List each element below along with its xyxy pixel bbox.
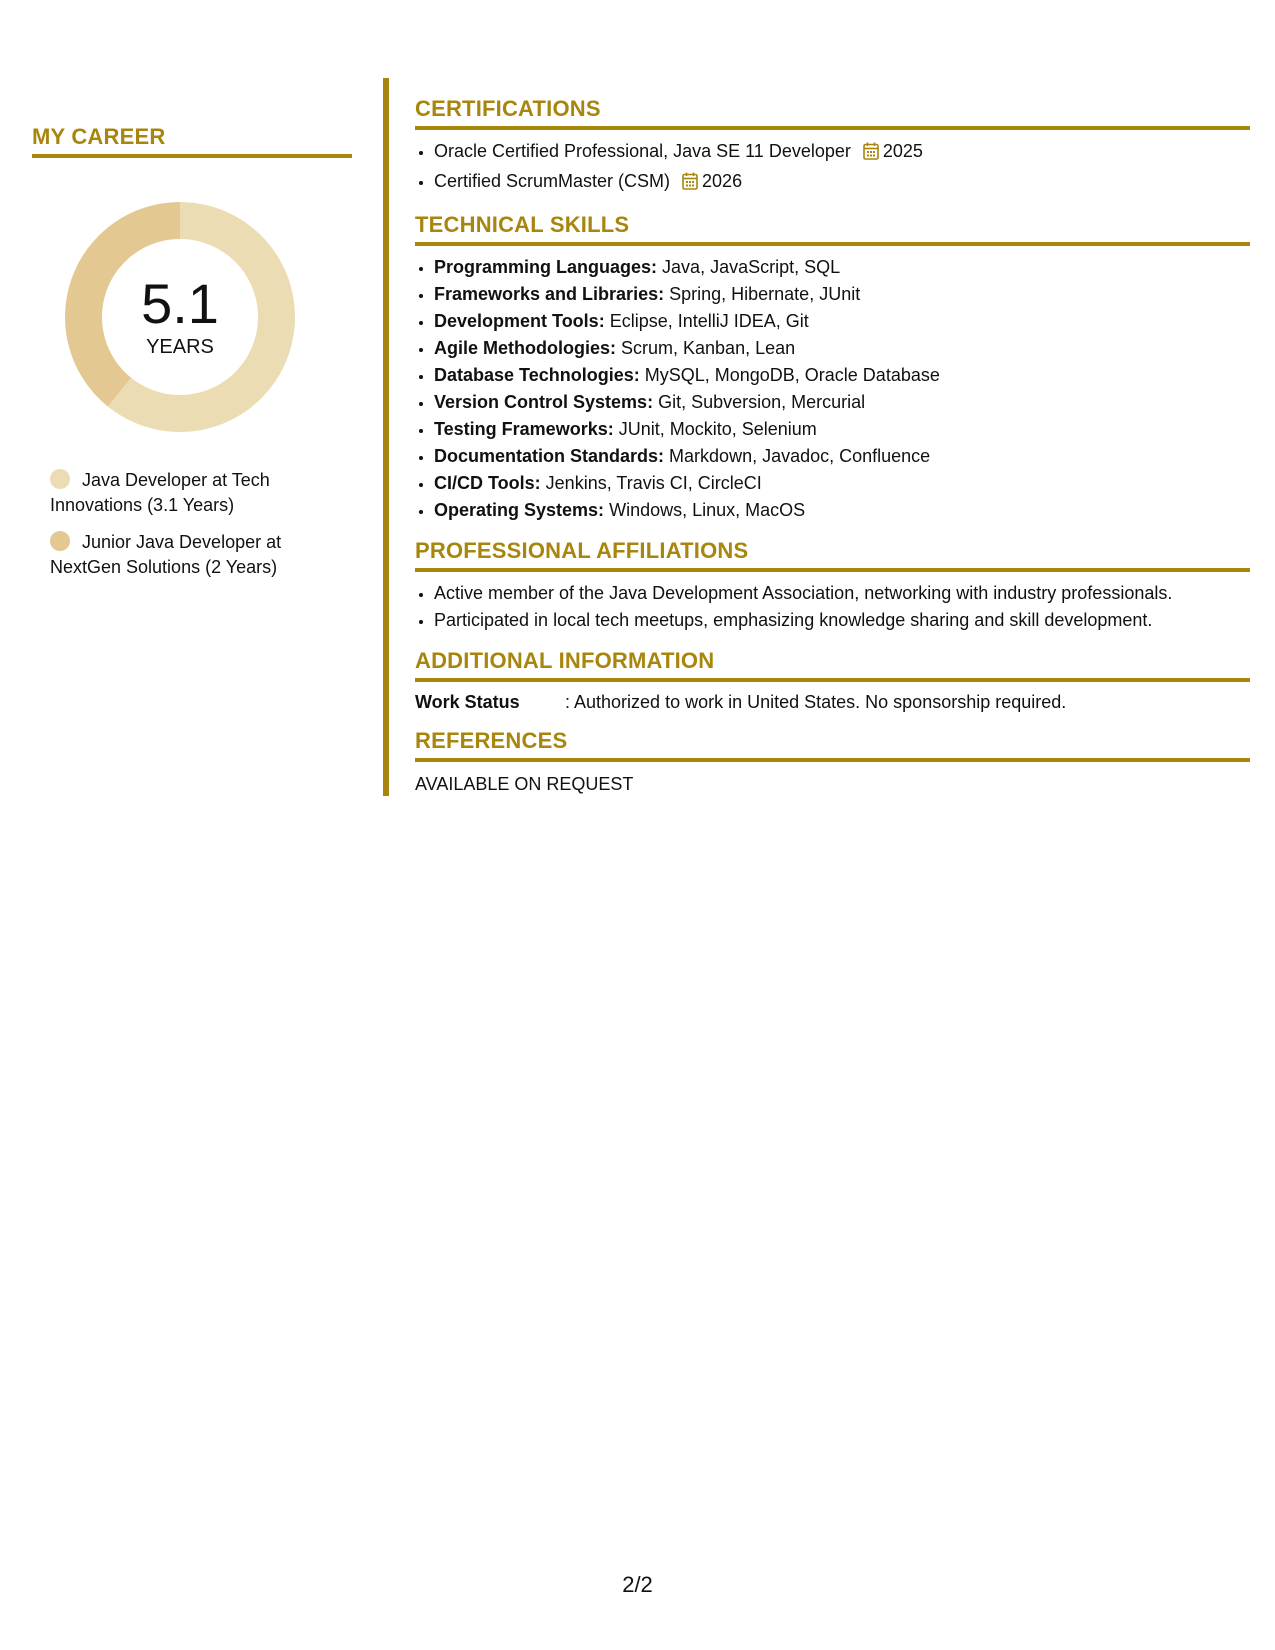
list-item	[434, 389, 1250, 416]
references-section	[415, 728, 1250, 796]
career-title: MY CAREER	[32, 124, 352, 158]
certifications-list	[415, 138, 1250, 198]
affiliations-title: PROFESSIONAL AFFILIATIONS	[415, 538, 1250, 572]
donut-center	[65, 202, 295, 432]
legend-label: Java Developer at Tech Innovations (3.1 Years)	[50, 470, 270, 515]
calendar-icon	[682, 171, 698, 198]
certifications-title: CERTIFICATIONS	[415, 96, 1250, 130]
references-title: REFERENCES	[415, 728, 1250, 762]
list-item	[434, 254, 1250, 281]
career-legend	[32, 468, 352, 580]
list-item	[434, 138, 1250, 168]
skill-label: Operating Systems:	[434, 500, 605, 520]
additional-info-section	[415, 648, 1250, 714]
skill-label: Testing Frameworks:	[434, 419, 614, 439]
skill-label: Agile Methodologies:	[434, 338, 616, 358]
skills-section	[415, 212, 1250, 524]
list-item	[434, 362, 1250, 389]
skill-value: Eclipse, IntelliJ IDEA, Git	[609, 311, 809, 331]
legend-label: Junior Java Developer at NextGen Solutions (2 Years)	[50, 532, 282, 577]
list-item	[434, 281, 1250, 308]
skill-value: Spring, Hibernate, JUnit	[669, 284, 861, 304]
skill-value: Git, Subversion, Mercurial	[658, 392, 866, 412]
skill-value: JUnit, Mockito, Selenium	[618, 419, 817, 439]
skill-label: Development Tools:	[434, 311, 605, 331]
skill-label: Database Technologies:	[434, 365, 640, 385]
total-years-unit: YEARS	[146, 335, 214, 358]
references-text: AVAILABLE ON REQUEST	[415, 774, 634, 794]
skill-label: Documentation Standards:	[434, 446, 665, 466]
certifications-section	[415, 96, 1250, 198]
list-item	[434, 335, 1250, 362]
certification-name: Oracle Certified Professional, Java SE 11 Developer	[434, 141, 851, 161]
skill-label: Frameworks and Libraries:	[434, 284, 665, 304]
skill-value: MySQL, MongoDB, Oracle Database	[644, 365, 940, 385]
list-item	[434, 416, 1250, 443]
list-item	[434, 470, 1250, 497]
career-panel	[32, 124, 352, 592]
main-content	[415, 96, 1250, 810]
list-item	[434, 497, 1250, 524]
list-item	[434, 168, 1250, 198]
skills-title: TECHNICAL SKILLS	[415, 212, 1250, 246]
skill-value: Windows, Linux, MacOS	[609, 500, 806, 520]
list-item: • Participated in local tech meetups, emphasizing knowledge sharing and skill development.	[434, 607, 1250, 634]
legend-dot-icon	[50, 531, 70, 551]
skill-label: Programming Languages:	[434, 257, 658, 277]
list-item	[434, 308, 1250, 335]
skill-value: Scrum, Kanban, Lean	[621, 338, 796, 358]
certification-name: Certified ScrumMaster (CSM)	[434, 171, 671, 191]
work-status-row	[415, 690, 1250, 714]
skills-list	[415, 254, 1250, 524]
certification-year: 2026	[702, 171, 743, 191]
skill-label: CI/CD Tools:	[434, 473, 541, 493]
list-item	[434, 443, 1250, 470]
list-item: • Active member of the Java Development Association, networking with industry professionals.	[434, 580, 1250, 607]
legend-item	[50, 468, 352, 518]
page-number: 2/2	[622, 1572, 653, 1597]
affiliations-section	[415, 538, 1250, 634]
legend-dot-icon	[50, 469, 70, 489]
work-status-value: : Authorized to work in United States. No sponsorship required.	[565, 692, 1067, 712]
calendar-icon	[863, 141, 879, 168]
total-years-value: 5.1	[141, 271, 219, 335]
additional-info-title: ADDITIONAL INFORMATION	[415, 648, 1250, 682]
skill-value: Markdown, Javadoc, Confluence	[669, 446, 931, 466]
certification-year: 2025	[882, 141, 923, 161]
work-status-label: Work Status	[415, 692, 520, 712]
skill-value: Java, JavaScript, SQL	[662, 257, 841, 277]
skill-value: Jenkins, Travis CI, CircleCI	[545, 473, 762, 493]
skill-label: Version Control Systems:	[434, 392, 654, 412]
column-divider	[383, 78, 389, 796]
career-donut-chart	[65, 202, 295, 432]
legend-item	[50, 530, 352, 580]
affiliations-list	[415, 580, 1250, 634]
